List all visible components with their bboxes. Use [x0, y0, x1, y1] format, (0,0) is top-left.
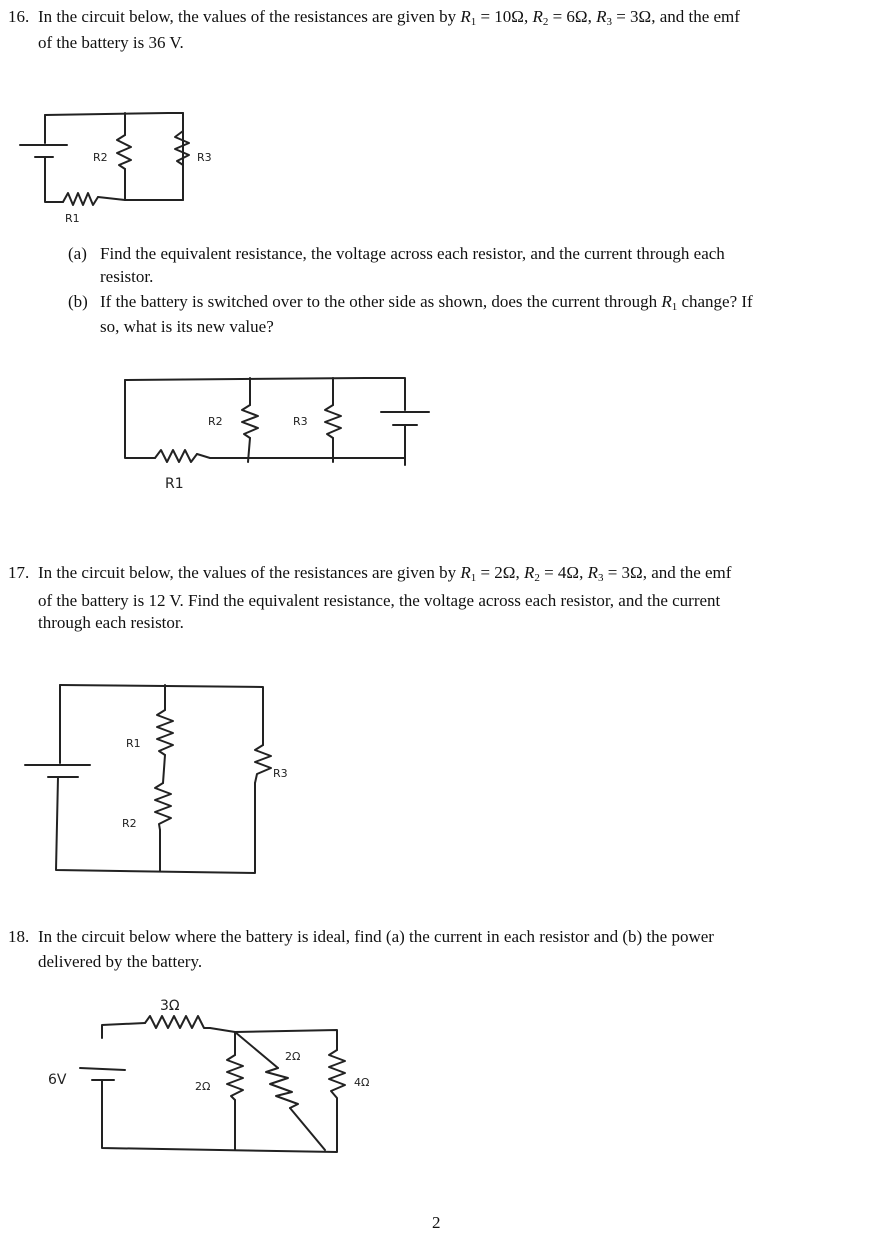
circuit-16-b: [115, 370, 445, 505]
circuit-18-label-battery: 6V: [48, 1072, 67, 1088]
problem-16-part-a-label: (a): [68, 244, 87, 263]
problem-18-number: 18.: [8, 927, 30, 946]
circuit-18-label-right: 4Ω: [354, 1076, 370, 1089]
problem-16-part-a-line2: resistor.: [100, 267, 154, 286]
circuit-17-label-r1: R1: [126, 737, 141, 750]
problem-16-stem-line1: In the circuit below, the values of the resistances are given by $R_1 = 10\Omega$, $R_2 = 6\Omega$, $R_3 = 3\Omega$, and the emf: [38, 7, 740, 28]
circuit-16-a: [15, 105, 235, 230]
problem-17-stem-line2: of the battery is 12 V. Find the equivalent resistance, the voltage across each resistor, and the current: [38, 591, 721, 610]
problem-17-stem-line1: In the circuit below, the values of the resistances are given by $R_1 = 2\Omega$, $R_2 = 4\Omega$, $R_3 = 3\Omega$, and the emf: [38, 563, 732, 584]
problem-16-stem-line2: of the battery is 36 V.: [38, 33, 184, 52]
problem-16-number: 16.: [8, 7, 30, 26]
problem-16-part-b-line2: so, what is its new value?: [100, 317, 274, 336]
circuit-16b-label-r3: R3: [293, 415, 308, 428]
page-number: 2: [432, 1213, 441, 1232]
problem-16-part-b-label: (b): [68, 292, 88, 311]
circuit-16b-label-r1: R1: [165, 476, 184, 492]
circuit-18-label-left: 2Ω: [195, 1080, 211, 1093]
circuit-17: [20, 675, 320, 880]
circuit-16a-label-r2: R2: [93, 151, 108, 164]
circuit-18-label-top: 3Ω: [160, 998, 180, 1014]
circuit-18-label-diag: 2Ω: [285, 1050, 301, 1063]
circuit-18: [40, 990, 400, 1165]
circuit-17-label-r3: R3: [273, 767, 288, 780]
circuit-16a-label-r3: R3: [197, 151, 212, 164]
problem-17-stem-line3: through each resistor.: [38, 613, 184, 632]
circuit-17-label-r2: R2: [122, 817, 137, 830]
circuit-16b-label-r2: R2: [208, 415, 223, 428]
problem-16-part-a-line1: Find the equivalent resistance, the voltage across each resistor, and the current through each: [100, 244, 725, 263]
problem-18-stem-line1: In the circuit below where the battery is ideal, find (a) the current in each resistor and (b) the power: [38, 927, 714, 946]
problem-18-stem-line2: delivered by the battery.: [38, 952, 203, 971]
problem-17-number: 17.: [8, 563, 30, 582]
circuit-16a-label-r1: R1: [65, 212, 80, 225]
problem-16-part-b-line1: If the battery is switched over to the other side as shown, does the current through $R_1$ change? If: [100, 292, 753, 313]
